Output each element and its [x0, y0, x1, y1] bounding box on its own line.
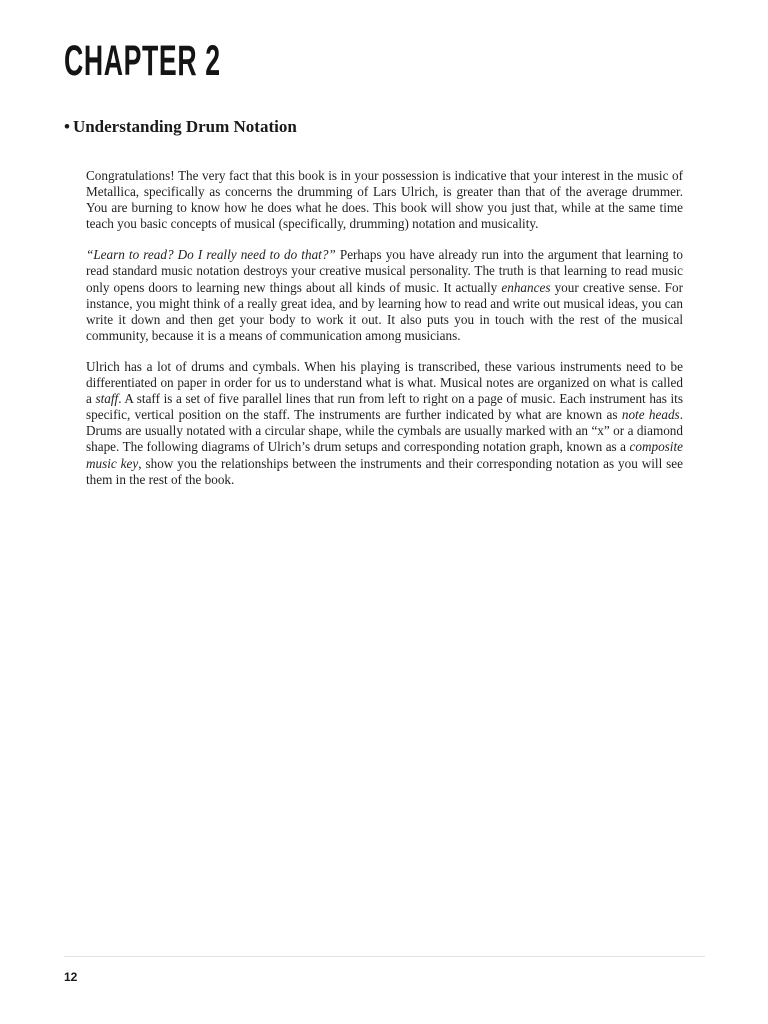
learn-to-read-quote: “Learn to read? Do I really need to do that?” — [86, 247, 336, 263]
paragraph-learn-to-read-text-a: Perhaps you have already run into the argument that learning to read standard music notation destroys your creative musical personality. The truth is that learning to read music only opens doors to learning new things about all kinds of music. It actually — [86, 247, 683, 295]
enhances-emphasis: enhances — [501, 279, 551, 295]
paragraph-intro — [86, 168, 683, 232]
paragraph-intro-text: Congratulations! The very fact that this book is in your possession is indicative that your interest in the music of Metallica, specifically as concerns the drumming of Lars Ulrich, is greater than that of the average drummer. You are burning to know how he does what he does. This book will show you just that, while at the same time teach you basic concepts of musical (specifically, drumming) notation and musicality. — [86, 168, 683, 232]
page-number: 12 — [64, 970, 78, 984]
paragraph-learn-to-read-text-b: your creative sense. For instance, you might think of a really great idea, and by learning how to read and write out musical ideas, you can write it down and then get your body to work it out. It also puts you in touch with the rest of the musical community, because it is a means of communication among musicians. — [86, 279, 683, 343]
paragraph-notation-text-a: Ulrich has a lot of drums and cymbals. When his playing is transcribed, these various instruments need to be differentiated on paper in order for us to understand what is what. Musical notes are organized on what is called a — [86, 358, 683, 407]
note-heads-term: note heads — [621, 407, 680, 423]
paragraph-notation — [86, 359, 683, 488]
paragraph-notation-text-c: . Drums are usually notated with a circular shape, while the cymbals are usually marked with an “x” or a diamond shape. The following diagrams of Ulrich’s drum setups and corresponding notation graph, known as a — [86, 407, 683, 455]
paragraph-notation-text-d: , show you the relationships between the instruments and their corresponding notation as you will see them in the rest of the book. — [86, 455, 684, 487]
section-heading — [64, 116, 297, 138]
section-heading-text: Understanding Drum Notation — [72, 117, 297, 136]
footer-divider — [64, 956, 705, 957]
composite-music-key-term: composite music key — [86, 439, 683, 471]
body-text — [86, 168, 683, 503]
staff-term: staff — [95, 391, 119, 407]
bullet-icon: • — [64, 117, 70, 136]
paragraph-notation-text-b: . A staff is a set of five parallel lines that run from left to right on a page of music. Each instrument has its specific, vertical position on the staff. The instruments are further indicated by what are known as — [86, 391, 683, 423]
paragraph-learn-to-read — [86, 247, 683, 344]
chapter-title: CHAPTER 2 — [64, 37, 221, 85]
